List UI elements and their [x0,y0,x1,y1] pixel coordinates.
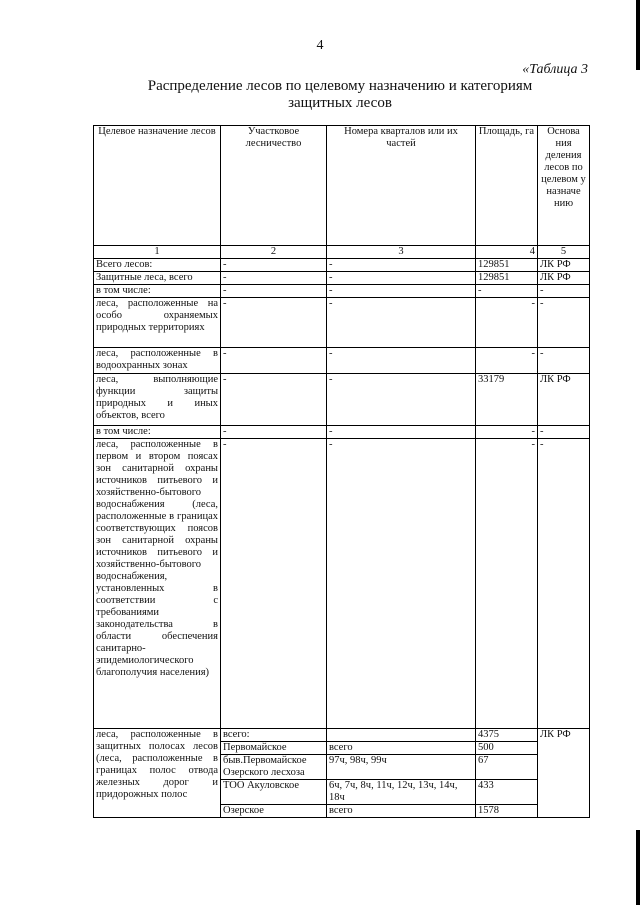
page-number: 4 [316,38,324,53]
area-cell: - [476,285,538,298]
column-header: Целевое назначение лесов [94,126,221,246]
area-cell: 1578 [476,805,538,818]
forestry-cell: - [221,426,327,439]
quarters-cell: 6ч, 7ч, 8ч, 11ч, 12ч, 13ч, 14ч, 18ч [327,780,476,805]
forest-distribution-table [93,125,590,818]
basis-cell: ЛК РФ [538,374,590,426]
column-number: 1 [94,246,221,259]
forestry-cell: всего: [221,729,327,742]
table-row [94,298,590,348]
forestry-cell: - [221,348,327,374]
area-cell: 129851 [476,272,538,285]
area-cell: 433 [476,780,538,805]
table-title: Распределение лесов по целевому назначению и категориям защитных лесов [147,78,533,111]
row-label: Защитные леса, всего [94,272,221,285]
table-row [94,259,590,272]
forestry-cell: - [221,439,327,729]
area-cell: 500 [476,742,538,755]
quarters-cell [327,729,476,742]
column-number: 2 [221,246,327,259]
row-label: Всего лесов: [94,259,221,272]
basis-cell: ЛК РФ [538,729,590,818]
table-row [94,272,590,285]
header-row [94,126,590,246]
row-label: в том числе: [94,426,221,439]
table-row [94,729,590,742]
forestry-cell: Первомайское [221,742,327,755]
quarters-cell: - [327,426,476,439]
forestry-cell: - [221,374,327,426]
quarters-cell: - [327,272,476,285]
forestry-cell: ТОО Акуловское [221,780,327,805]
basis-cell: ЛК РФ [538,272,590,285]
column-number: 4 [476,246,538,259]
area-cell: 129851 [476,259,538,272]
forestry-cell: - [221,285,327,298]
basis-cell: - [538,285,590,298]
row-label: леса, расположенные на особо охраняемых природных территориях [94,298,221,348]
area-cell: - [476,439,538,729]
area-cell: 67 [476,755,538,780]
quarters-cell: - [327,298,476,348]
table-row [94,285,590,298]
quarters-cell: - [327,439,476,729]
row-label: леса, расположенные в первом и втором поясах зон санитарной охраны источников питьевого и хозяйственно-бытового водоснабжения (леса, расположенные в границах соответствующих поясов зон санитарной охраны источников питьевого и хозяйственно-бытового водоснабжения, установленных в соответствии с требованиями законодательства в области обеспечения санитарно-эпидемиологического благополучия населения) [94,439,221,729]
column-header: Участковое лесничество [221,126,327,246]
table-label: «Таблица 3 [522,62,588,77]
quarters-cell: - [327,348,476,374]
scan-edge-top [636,0,640,70]
basis-cell: ЛК РФ [538,259,590,272]
table-row [94,374,590,426]
area-cell: - [476,298,538,348]
table-row [94,348,590,374]
column-header: Номера кварталов или их частей [327,126,476,246]
basis-cell: - [538,298,590,348]
area-cell: - [476,426,538,439]
quarters-cell: всего [327,742,476,755]
column-header: Площадь, га [476,126,538,246]
area-cell: - [476,348,538,374]
area-cell: 4375 [476,729,538,742]
forestry-cell: - [221,298,327,348]
column-number-row [94,246,590,259]
quarters-cell: - [327,285,476,298]
forestry-cell: - [221,259,327,272]
basis-cell: - [538,426,590,439]
row-label: леса, расположенные в водоохранных зонах [94,348,221,374]
column-number: 3 [327,246,476,259]
quarters-cell: - [327,259,476,272]
table-row [94,439,590,729]
column-number: 5 [538,246,590,259]
forestry-cell: Озерское [221,805,327,818]
area-cell: 33179 [476,374,538,426]
quarters-cell: всего [327,805,476,818]
row-label: в том числе: [94,285,221,298]
table-row [94,426,590,439]
quarters-cell: - [327,374,476,426]
basis-cell: - [538,439,590,729]
row-label: леса, расположенные в защитных полосах лесов (леса, расположенные в границах полос отвода железных дорог и придорожных полос [94,729,221,818]
scan-edge-bottom [636,830,640,905]
forestry-cell: - [221,272,327,285]
forestry-cell: быв.Первомайское Озерского лесхоза [221,755,327,780]
column-header: Основа ния деления лесов по целевом у назначе нию [538,126,590,246]
quarters-cell: 97ч, 98ч, 99ч [327,755,476,780]
row-label: леса, выполняющие функции защиты природных и иных объектов, всего [94,374,221,426]
basis-cell: - [538,348,590,374]
